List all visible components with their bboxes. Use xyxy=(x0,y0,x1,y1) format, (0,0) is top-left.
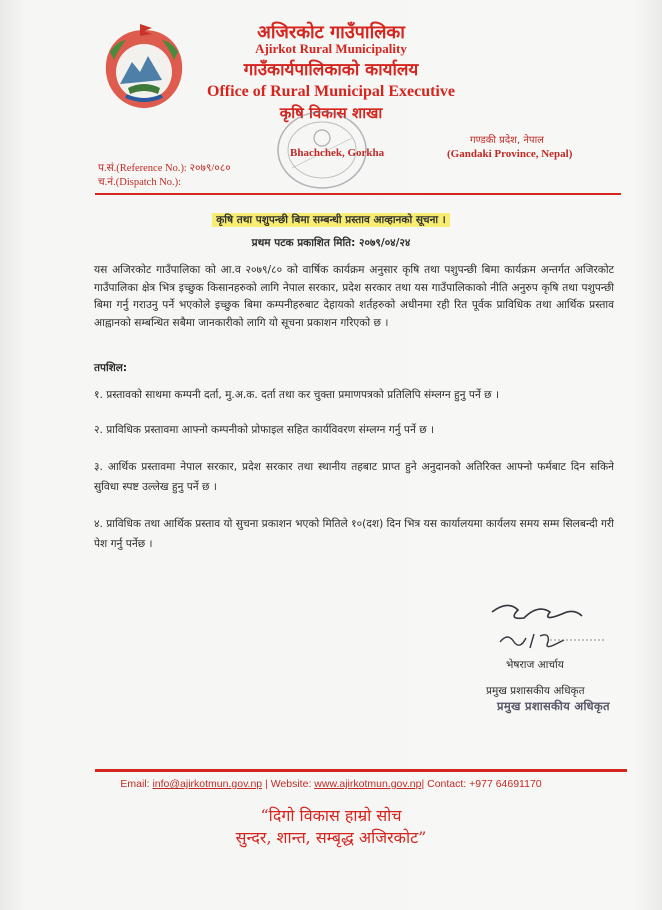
list-item: ४. प्राविधिक तथा आर्थिक प्रस्ताव यो सुचना प्रकाशन भएको मितिले १०(दश) दिन भित्र यस कार्यालयमा कार्यलय समय सम्म सिलबन्दी गरी पेश गर्नु पर्नेछ । xyxy=(94,518,614,550)
contact-number: | Contact: +977 64691170 xyxy=(421,778,542,790)
email-label: Email: xyxy=(120,778,153,790)
website-label: | Website: xyxy=(262,778,315,790)
notice-title: कृषि तथा पशुपन्छी बिमा सम्बन्धी प्रस्ताव आव्हानको सूचना । xyxy=(212,213,450,227)
location-right-np: गण्डकी प्रदेश, नेपाल xyxy=(470,135,544,146)
signatory-title: प्रमुख प्रशासकीय अधिकृत xyxy=(486,685,585,697)
intro-paragraph: यस अजिरकोट गाउँपालिका को आ.व २०७९/८० को वार्षिक कार्यक्रम अनुसार कृषि तथा पशुपन्छी बिमा कार्यक्रम अन्तर्गत अजिरकोट गाउँपालिका क्षेत्र भित्र इच्छुक किसानहरुको लागि नेपाल सरकार, प्रदेश सरकार तथा यस गाउँपालिकाको नीति अनुरुप कृषि तथा पशुपन्छी बिमा गर्नु गराउनु पर्ने भएकोले इच्छुक बिमा कम्पनीहरुबाट देहायको शर्तहरुको अधीनमा रही रित पूर्वक प्राविधिक तथा आर्थिक प्रस्ताव आह्वानको सम्बन्धित सबैमा जानकारीको लागि यो सूचना प्रकाशन गरिएको छ । xyxy=(94,264,614,329)
header-divider xyxy=(95,193,621,195)
footer-contact xyxy=(0,778,662,790)
dispatch-number: च.नं.(Dispatch No.): xyxy=(98,177,182,188)
reference-number: प.सं.(Reference No.): २०७९/०८० xyxy=(98,163,231,174)
list-heading: तपशिल: xyxy=(94,362,128,374)
notice-title-row xyxy=(0,208,662,227)
list-item: १. प्रस्तावको साथमा कम्पनी दर्ता, मु.अ.क. दर्ता तथा कर चुक्ता प्रमाणपत्रको प्रतिलिपि संम्लग्न हुनु पर्ने छ । xyxy=(94,389,499,401)
section-name-np: कृषि विकास शाखा xyxy=(279,104,383,122)
location-right-en: (Gandaki Province, Nepal) xyxy=(447,148,573,160)
footer-divider xyxy=(95,769,627,772)
office-name-np: गाउँकार्यपालिकाको कार्यालय xyxy=(243,60,419,80)
location-left: Bhachchek, Gorkha xyxy=(290,147,385,159)
website-link[interactable]: www.ajirkotmun.gov.np xyxy=(314,778,422,790)
published-date: प्रथम पटक प्रकाशित मिति: २०७९/०४/२४ xyxy=(251,237,411,249)
slogan-line-2: सुन्दर, शान्त, सम्बृद्ध अजिरकोट” xyxy=(235,828,427,847)
office-name-en: Office of Rural Municipal Executive xyxy=(207,83,455,100)
municipality-name-en: Ajirkot Rural Municipality xyxy=(255,41,407,56)
handwritten-signature-icon xyxy=(478,596,608,654)
signatory-name: भेषराज आर्चाय xyxy=(506,659,564,671)
title-stamp: प्रमुख प्रशासकीय अधिकृत xyxy=(497,699,610,713)
email-link[interactable]: info@ajirkotmun.gov.np xyxy=(152,778,263,790)
municipality-name-np: अजिरकोट गाउँपालिका xyxy=(257,22,405,43)
slogan-line-1: “दिगो विकास हाम्रो सोच xyxy=(260,806,402,825)
list-item: २. प्राविधिक प्रस्तावमा आफ्नो कम्पनीको प्रोफाइल सहित कार्यविवरण संम्लग्न गर्नु पर्ने छ । xyxy=(94,424,435,436)
list-item: ३. आर्थिक प्रस्तावमा नेपाल सरकार, प्रदेश सरकार तथा स्थानीय तहबाट प्राप्त हुने अनुदानको अतिरिक्त आफ्नो फर्मबाट दिन सकिने सुविधा स्पष्ट उल्लेख हुनु पर्ने छ । xyxy=(94,461,614,493)
